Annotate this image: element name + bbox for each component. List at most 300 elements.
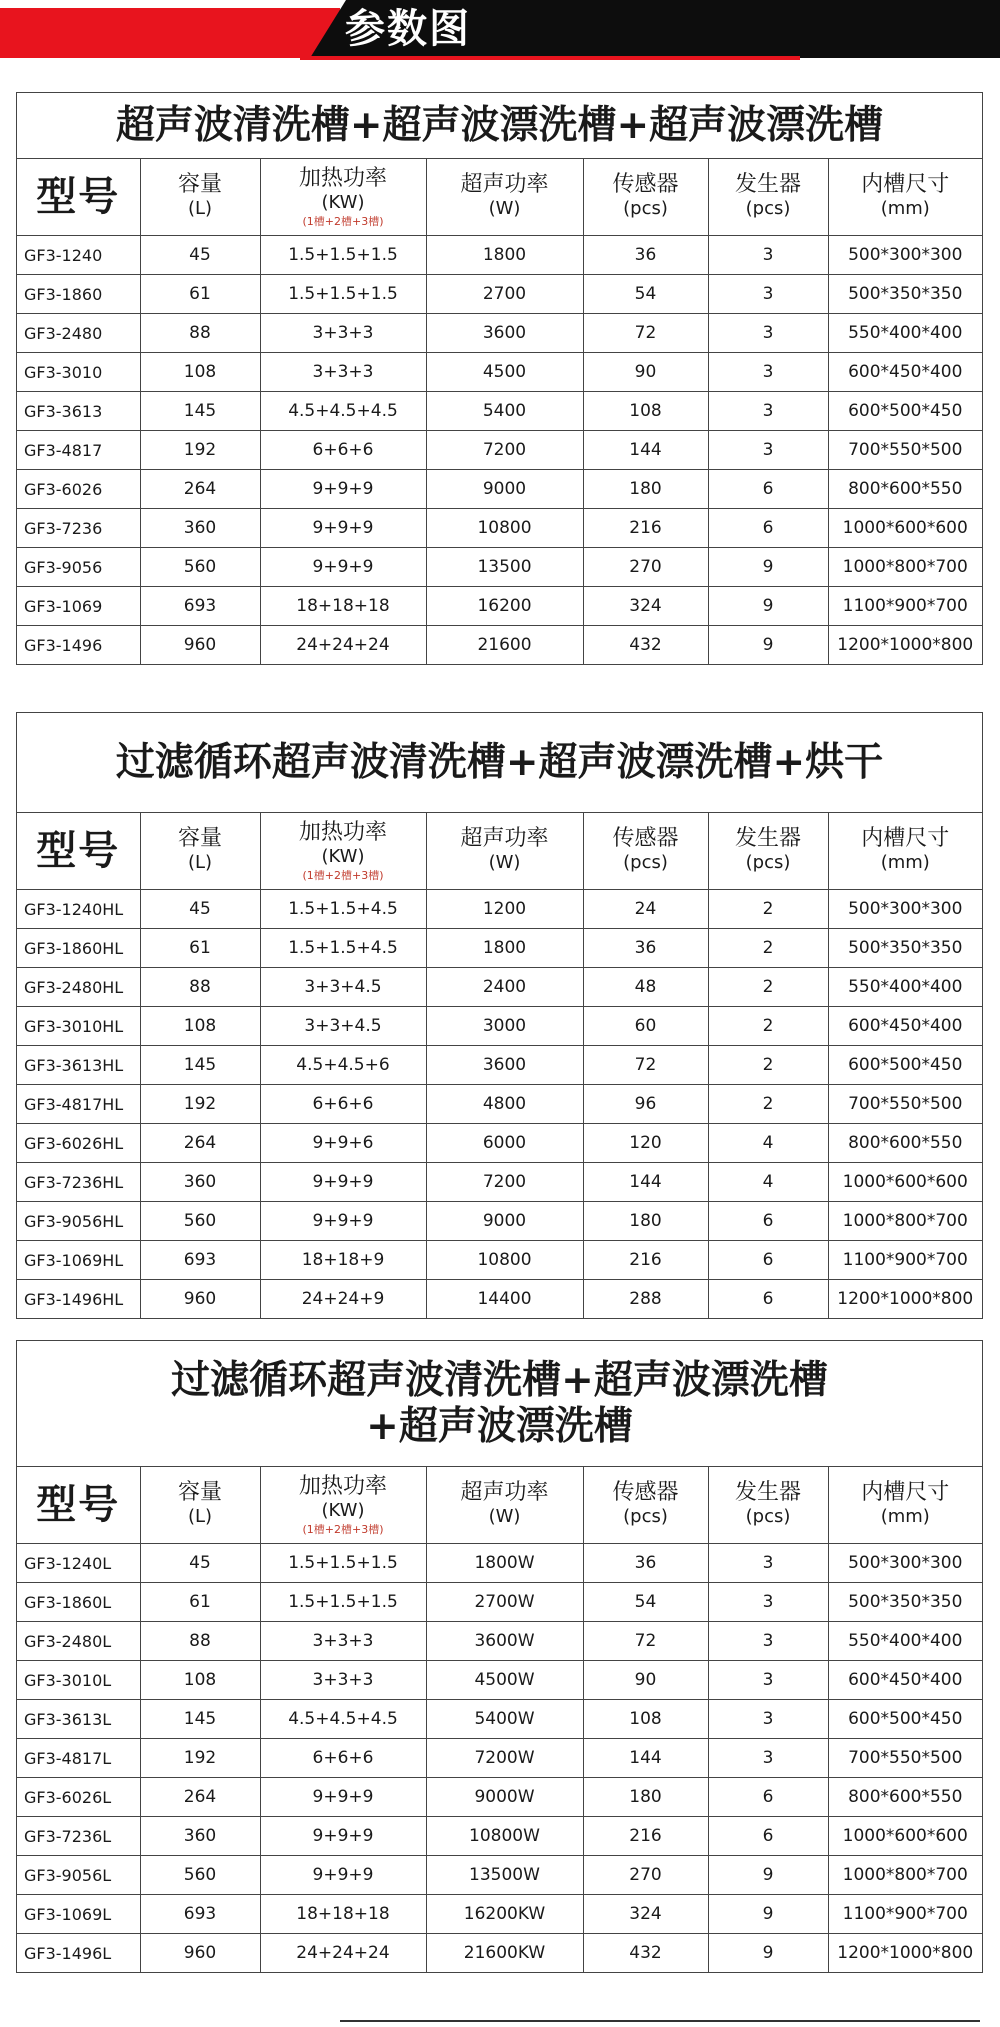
- table-cell: 88: [140, 1622, 260, 1661]
- header-row: [17, 159, 982, 236]
- table-cell: 693: [140, 1895, 260, 1934]
- column-label: 发生器: [734, 826, 801, 851]
- table-cell: 324: [583, 1895, 708, 1934]
- table-cell: 550*400*400: [828, 1622, 982, 1661]
- table-cell: GF3-1496: [17, 626, 140, 665]
- table-cell: 144: [583, 1739, 708, 1778]
- table-cell: 10800: [426, 1241, 583, 1280]
- table-cell: 60: [583, 1007, 708, 1046]
- table-cell: 9000: [426, 1202, 583, 1241]
- table-cell: 800*600*550: [828, 1124, 982, 1163]
- table-cell: 145: [140, 392, 260, 431]
- table-cell: 264: [140, 1124, 260, 1163]
- table-cell: 1800W: [426, 1544, 583, 1583]
- table-cell: 6+6+6: [260, 1085, 426, 1124]
- table-row: [17, 1856, 982, 1895]
- column-label: 超声功率: [460, 826, 549, 851]
- table-cell: 6: [708, 1778, 828, 1817]
- table-cell: 45: [140, 1544, 260, 1583]
- column-label: 发生器: [734, 1480, 801, 1505]
- table-cell: 88: [140, 968, 260, 1007]
- table-cell: 5400: [426, 392, 583, 431]
- table-cell: GF3-1496L: [17, 1934, 140, 1973]
- column-label: 传感器: [612, 1480, 679, 1505]
- table-cell: 3: [708, 431, 828, 470]
- column-header: [260, 813, 426, 890]
- table-cell: 36: [583, 929, 708, 968]
- table-cell: 90: [583, 1661, 708, 1700]
- table-cell: 72: [583, 314, 708, 353]
- table-cell: 6+6+6: [260, 1739, 426, 1778]
- table-cell: 3600: [426, 1046, 583, 1085]
- column-header: [17, 813, 140, 890]
- table-row: [17, 1895, 982, 1934]
- table-cell: 2: [708, 929, 828, 968]
- table-cell: 1.5+1.5+1.5: [260, 275, 426, 314]
- column-label: 加热功率: [298, 1473, 387, 1499]
- table-cell: 264: [140, 1778, 260, 1817]
- table-cell: 24: [583, 890, 708, 929]
- table-cell: 192: [140, 431, 260, 470]
- table-cell: 1100*900*700: [828, 1241, 982, 1280]
- column-header: [140, 1467, 260, 1544]
- column-header: [140, 159, 260, 236]
- table-cell: 700*550*500: [828, 1085, 982, 1124]
- table-cell: 2: [708, 1007, 828, 1046]
- column-header: [140, 813, 260, 890]
- table-cell: 2700: [426, 275, 583, 314]
- table-row: [17, 587, 982, 626]
- table-cell: 560: [140, 1202, 260, 1241]
- spec-table-grid: [17, 159, 982, 664]
- table-cell: GF3-4817: [17, 431, 140, 470]
- table-cell: 48: [583, 968, 708, 1007]
- table-row: [17, 1739, 982, 1778]
- table-cell: 16200: [426, 587, 583, 626]
- column-unit: (pcs): [745, 852, 791, 873]
- table-cell: 550*400*400: [828, 968, 982, 1007]
- table-cell: 9000W: [426, 1778, 583, 1817]
- table-cell: GF3-7236L: [17, 1817, 140, 1856]
- table-cell: 1200: [426, 890, 583, 929]
- table-row: [17, 1583, 982, 1622]
- column-unit: (W): [488, 852, 521, 873]
- table-cell: GF3-9056L: [17, 1856, 140, 1895]
- table-cell: 3+3+3: [260, 1661, 426, 1700]
- table-cell: 180: [583, 470, 708, 509]
- table-cell: GF3-1860HL: [17, 929, 140, 968]
- table-cell: 120: [583, 1124, 708, 1163]
- table-cell: GF3-7236: [17, 509, 140, 548]
- table-cell: 9+9+9: [260, 1778, 426, 1817]
- table-cell: 108: [583, 1700, 708, 1739]
- table-cell: 9+9+9: [260, 1817, 426, 1856]
- table-row: [17, 470, 982, 509]
- table-cell: GF3-1240L: [17, 1544, 140, 1583]
- table-cell: 960: [140, 626, 260, 665]
- table-row: [17, 1817, 982, 1856]
- table-title-line: 超声波清洗槽+超声波漂洗槽+超声波漂洗槽: [115, 102, 884, 148]
- table-cell: 6: [708, 509, 828, 548]
- table-cell: 18+18+9: [260, 1241, 426, 1280]
- table-row: [17, 1778, 982, 1817]
- table-cell: 14400: [426, 1280, 583, 1319]
- table-cell: GF3-4817HL: [17, 1085, 140, 1124]
- table-cell: 7200W: [426, 1739, 583, 1778]
- column-label: 加热功率: [298, 165, 387, 191]
- table-cell: 61: [140, 929, 260, 968]
- table-cell: 10800W: [426, 1817, 583, 1856]
- bottom-divider: [340, 2020, 980, 2022]
- table-cell: 108: [140, 1007, 260, 1046]
- table-cell: 3: [708, 236, 828, 275]
- table-cell: 6: [708, 1202, 828, 1241]
- table-cell: GF3-9056: [17, 548, 140, 587]
- table-cell: 4500W: [426, 1661, 583, 1700]
- column-header: [583, 159, 708, 236]
- column-header: [708, 159, 828, 236]
- column-label: 型号: [36, 174, 121, 220]
- table-cell: 45: [140, 890, 260, 929]
- column-header: [708, 813, 828, 890]
- table-row: [17, 890, 982, 929]
- table-cell: 13500W: [426, 1856, 583, 1895]
- table-cell: 1.5+1.5+4.5: [260, 890, 426, 929]
- table-cell: GF3-2480HL: [17, 968, 140, 1007]
- table-row: [17, 275, 982, 314]
- table-cell: 600*500*450: [828, 392, 982, 431]
- spec-table-grid: [17, 1467, 982, 1972]
- table-cell: 1.5+1.5+1.5: [260, 1544, 426, 1583]
- table-row: [17, 1007, 982, 1046]
- table-cell: 3: [708, 1622, 828, 1661]
- header-row: [17, 1467, 982, 1544]
- table-cell: 61: [140, 275, 260, 314]
- table-cell: 216: [583, 509, 708, 548]
- table-cell: 216: [583, 1817, 708, 1856]
- table-cell: 1200*1000*800: [828, 626, 982, 665]
- table-row: [17, 626, 982, 665]
- table-cell: 18+18+18: [260, 1895, 426, 1934]
- column-label: 容量: [177, 172, 222, 197]
- table-cell: GF3-3010HL: [17, 1007, 140, 1046]
- table-cell: 432: [583, 626, 708, 665]
- table-cell: 693: [140, 587, 260, 626]
- table-cell: 560: [140, 548, 260, 587]
- table-cell: 1800: [426, 236, 583, 275]
- table-cell: 3: [708, 353, 828, 392]
- table-cell: 96: [583, 1085, 708, 1124]
- page-title: 参数图: [345, 6, 471, 52]
- column-label: 超声功率: [460, 172, 549, 197]
- table-cell: 54: [583, 275, 708, 314]
- column-unit: (pcs): [745, 198, 791, 219]
- table-row: [17, 1544, 982, 1583]
- column-unit: (mm): [880, 852, 930, 873]
- column-header: [426, 1467, 583, 1544]
- column-unit: (KW): [321, 191, 365, 213]
- table-cell: 18+18+18: [260, 587, 426, 626]
- column-unit: (mm): [880, 1506, 930, 1527]
- table-cell: 9: [708, 1856, 828, 1895]
- table-cell: 2: [708, 1046, 828, 1085]
- table-cell: 9000: [426, 470, 583, 509]
- banner-red-line: [300, 56, 800, 60]
- column-label: 型号: [36, 1482, 121, 1528]
- table-cell: 700*550*500: [828, 431, 982, 470]
- table-row: [17, 548, 982, 587]
- table-cell: 7200: [426, 431, 583, 470]
- column-header: [17, 1467, 140, 1544]
- table-cell: 21600KW: [426, 1934, 583, 1973]
- table-cell: GF3-3010L: [17, 1661, 140, 1700]
- column-label: 超声功率: [460, 1480, 549, 1505]
- table-cell: 13500: [426, 548, 583, 587]
- table-row: [17, 1163, 982, 1202]
- table-cell: 36: [583, 236, 708, 275]
- table-cell: 1000*800*700: [828, 548, 982, 587]
- table-cell: 3+3+3: [260, 353, 426, 392]
- table-row: [17, 1124, 982, 1163]
- table-cell: 1200*1000*800: [828, 1280, 982, 1319]
- table-cell: GF3-1069: [17, 587, 140, 626]
- table-cell: 360: [140, 1163, 260, 1202]
- table-cell: 1.5+1.5+4.5: [260, 929, 426, 968]
- table-cell: 500*300*300: [828, 1544, 982, 1583]
- table-cell: 693: [140, 1241, 260, 1280]
- spec-table-title: [17, 713, 982, 813]
- table-cell: 88: [140, 314, 260, 353]
- table-cell: 90: [583, 353, 708, 392]
- column-unit: (pcs): [745, 1506, 791, 1527]
- table-cell: 4500: [426, 353, 583, 392]
- table-cell: 600*500*450: [828, 1700, 982, 1739]
- table-cell: 500*350*350: [828, 1583, 982, 1622]
- table-cell: 9+9+9: [260, 470, 426, 509]
- column-unit: (pcs): [623, 1506, 668, 1527]
- table-cell: 16200KW: [426, 1895, 583, 1934]
- column-header: [828, 1467, 982, 1544]
- table-cell: 288: [583, 1280, 708, 1319]
- column-unit: (pcs): [623, 852, 668, 873]
- spec-table-title: [17, 93, 982, 159]
- spec-table-1: [16, 92, 983, 665]
- column-unit: (W): [488, 1506, 521, 1527]
- column-unit: (pcs): [623, 198, 668, 219]
- table-cell: 6: [708, 1241, 828, 1280]
- table-cell: 360: [140, 1817, 260, 1856]
- table-cell: 4: [708, 1163, 828, 1202]
- table-cell: 108: [583, 392, 708, 431]
- table-cell: 108: [140, 353, 260, 392]
- column-header: [828, 813, 982, 890]
- table-cell: GF3-9056HL: [17, 1202, 140, 1241]
- table-cell: 3: [708, 314, 828, 353]
- column-header: [426, 813, 583, 890]
- table-cell: 144: [583, 1163, 708, 1202]
- table-cell: GF3-1860L: [17, 1583, 140, 1622]
- column-label: 传感器: [612, 826, 679, 851]
- column-note: (1槽+2槽+3槽): [302, 868, 384, 882]
- table-cell: 5400W: [426, 1700, 583, 1739]
- table-cell: 3+3+4.5: [260, 968, 426, 1007]
- table-cell: 9+9+9: [260, 1163, 426, 1202]
- table-row: [17, 929, 982, 968]
- table-cell: 3: [708, 392, 828, 431]
- table-row: [17, 1661, 982, 1700]
- table-cell: 1200*1000*800: [828, 1934, 982, 1973]
- table-cell: 24+24+9: [260, 1280, 426, 1319]
- table-cell: 6+6+6: [260, 431, 426, 470]
- table-cell: 3: [708, 1544, 828, 1583]
- table-cell: 108: [140, 1661, 260, 1700]
- table-cell: 9+9+9: [260, 1202, 426, 1241]
- table-cell: GF3-3613: [17, 392, 140, 431]
- column-label: 发生器: [734, 172, 801, 197]
- header-row: [17, 813, 982, 890]
- table-cell: 960: [140, 1280, 260, 1319]
- column-unit: (KW): [321, 1499, 365, 1521]
- table-cell: 2: [708, 968, 828, 1007]
- table-row: [17, 1280, 982, 1319]
- table-cell: 180: [583, 1778, 708, 1817]
- table-title-line: 过滤循环超声波清洗槽+超声波漂洗槽+烘干: [115, 739, 884, 785]
- table-cell: 3+3+3: [260, 1622, 426, 1661]
- table-cell: 432: [583, 1934, 708, 1973]
- table-cell: 9: [708, 587, 828, 626]
- table-cell: 3600W: [426, 1622, 583, 1661]
- table-cell: 4: [708, 1124, 828, 1163]
- table-cell: 3: [708, 275, 828, 314]
- table-cell: 800*600*550: [828, 1778, 982, 1817]
- table-cell: 2400: [426, 968, 583, 1007]
- column-header: [583, 1467, 708, 1544]
- table-cell: 1.5+1.5+1.5: [260, 1583, 426, 1622]
- table-cell: 270: [583, 548, 708, 587]
- table-cell: 560: [140, 1856, 260, 1895]
- table-cell: 6: [708, 1817, 828, 1856]
- table-cell: 24+24+24: [260, 626, 426, 665]
- table-row: [17, 236, 982, 275]
- table-cell: 54: [583, 1583, 708, 1622]
- table-row: [17, 1700, 982, 1739]
- table-cell: 6000: [426, 1124, 583, 1163]
- table-cell: 72: [583, 1046, 708, 1085]
- table-row: [17, 392, 982, 431]
- table-cell: 600*450*400: [828, 353, 982, 392]
- table-cell: 360: [140, 509, 260, 548]
- table-cell: 1000*600*600: [828, 1163, 982, 1202]
- table-cell: GF3-4817L: [17, 1739, 140, 1778]
- table-cell: 500*300*300: [828, 236, 982, 275]
- table-cell: GF3-6026HL: [17, 1124, 140, 1163]
- table-title-line: +超声波漂洗槽: [366, 1403, 633, 1449]
- column-label: 加热功率: [298, 819, 387, 845]
- table-cell: 270: [583, 1856, 708, 1895]
- table-cell: 144: [583, 431, 708, 470]
- table-cell: GF3-1069HL: [17, 1241, 140, 1280]
- table-cell: 192: [140, 1085, 260, 1124]
- table-cell: 72: [583, 1622, 708, 1661]
- table-cell: 3+3+4.5: [260, 1007, 426, 1046]
- table-cell: GF3-1496HL: [17, 1280, 140, 1319]
- column-label: 内槽尺寸: [861, 826, 950, 851]
- column-note: (1槽+2槽+3槽): [302, 1522, 384, 1536]
- table-cell: 9+9+9: [260, 1856, 426, 1895]
- column-header: [583, 813, 708, 890]
- table-cell: 4.5+4.5+6: [260, 1046, 426, 1085]
- table-cell: GF3-2480L: [17, 1622, 140, 1661]
- banner-red-bar: [0, 8, 340, 58]
- column-unit: (mm): [880, 198, 930, 219]
- table-cell: 9: [708, 548, 828, 587]
- table-cell: 500*300*300: [828, 890, 982, 929]
- table-cell: 6: [708, 1280, 828, 1319]
- table-cell: 264: [140, 470, 260, 509]
- column-header: [708, 1467, 828, 1544]
- column-unit: (W): [488, 198, 521, 219]
- table-cell: GF3-3613L: [17, 1700, 140, 1739]
- table-row: [17, 353, 982, 392]
- table-cell: 2700W: [426, 1583, 583, 1622]
- table-cell: 9+9+9: [260, 509, 426, 548]
- table-cell: 9: [708, 1934, 828, 1973]
- column-unit: (L): [187, 852, 213, 873]
- table-cell: 500*350*350: [828, 275, 982, 314]
- table-cell: 9: [708, 1895, 828, 1934]
- table-cell: 9: [708, 626, 828, 665]
- table-cell: 180: [583, 1202, 708, 1241]
- table-cell: 21600: [426, 626, 583, 665]
- table-row: [17, 1622, 982, 1661]
- table-cell: 600*500*450: [828, 1046, 982, 1085]
- table-cell: 4800: [426, 1085, 583, 1124]
- column-label: 内槽尺寸: [861, 1480, 950, 1505]
- table-cell: 1100*900*700: [828, 1895, 982, 1934]
- table-cell: 145: [140, 1700, 260, 1739]
- table-cell: 10800: [426, 509, 583, 548]
- table-cell: 24+24+24: [260, 1934, 426, 1973]
- table-cell: GF3-1240HL: [17, 890, 140, 929]
- column-label: 容量: [177, 1480, 222, 1505]
- table-cell: 3: [708, 1661, 828, 1700]
- table-cell: GF3-1860: [17, 275, 140, 314]
- spec-table-grid: [17, 813, 982, 1318]
- table-cell: 600*450*400: [828, 1007, 982, 1046]
- spec-table-2: [16, 712, 983, 1319]
- table-cell: GF3-2480: [17, 314, 140, 353]
- column-unit: (L): [187, 198, 213, 219]
- table-row: [17, 1046, 982, 1085]
- table-cell: 36: [583, 1544, 708, 1583]
- table-row: [17, 968, 982, 1007]
- table-cell: 45: [140, 236, 260, 275]
- column-header: [260, 1467, 426, 1544]
- table-cell: 1800: [426, 929, 583, 968]
- table-cell: 216: [583, 1241, 708, 1280]
- table-cell: GF3-6026L: [17, 1778, 140, 1817]
- table-row: [17, 431, 982, 470]
- table-cell: 550*400*400: [828, 314, 982, 353]
- table-row: [17, 1202, 982, 1241]
- column-unit: (KW): [321, 845, 365, 867]
- table-cell: 3+3+3: [260, 314, 426, 353]
- column-header: [17, 159, 140, 236]
- table-cell: 2: [708, 1085, 828, 1124]
- column-label: 容量: [177, 826, 222, 851]
- table-cell: GF3-3010: [17, 353, 140, 392]
- table-cell: 3600: [426, 314, 583, 353]
